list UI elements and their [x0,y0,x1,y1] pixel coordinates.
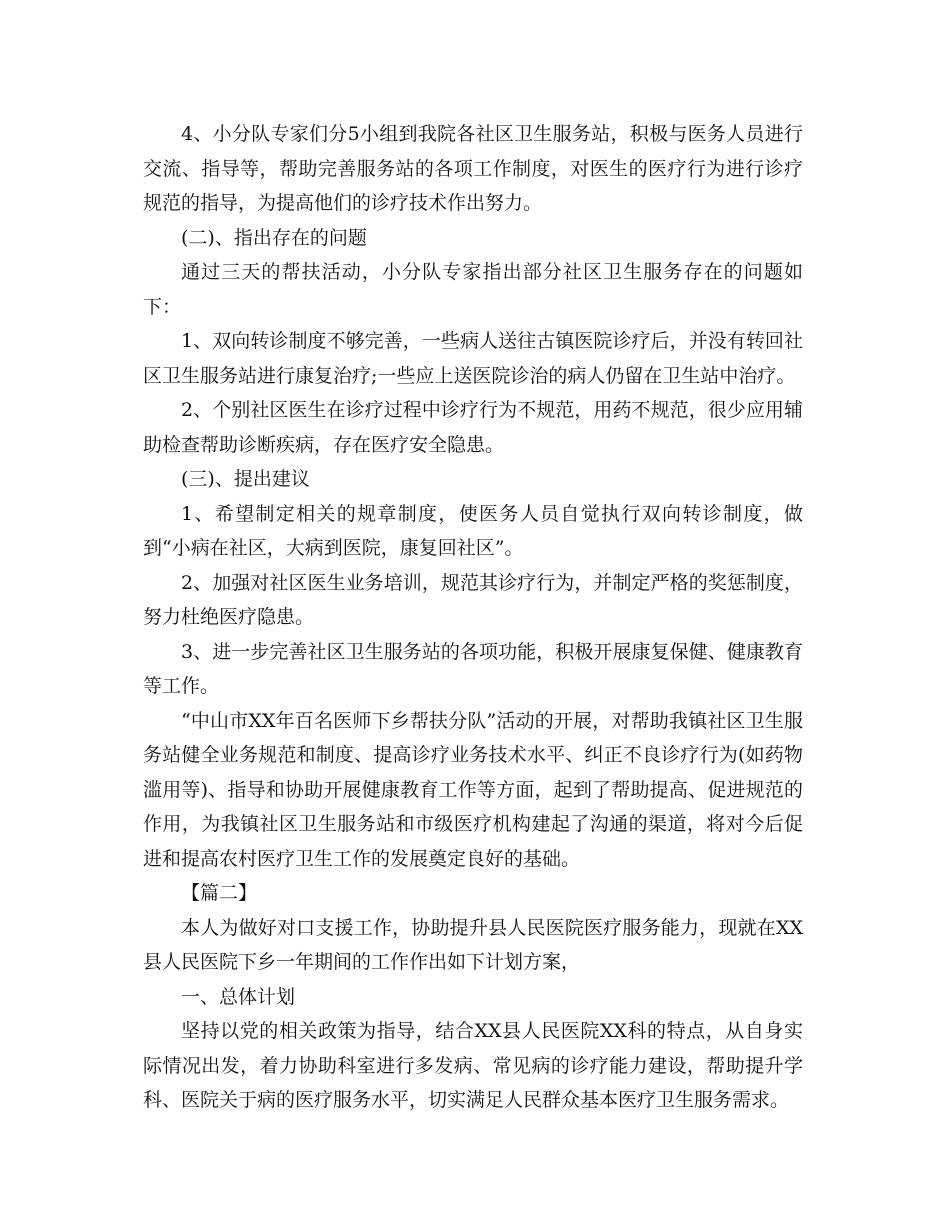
paragraph-part-two-intro: 本人为做好对口支援工作，协助提升县人民医院医疗服务能力，现就在XX县人民医院下乡一年期间的工作作出如下计划方案， [143,916,803,973]
paragraph-suggestion-1: 1、希望制定相关的规章制度，使医务人员自觉执行双向转诊制度，做到“小病在社区，大病到医院，康复回社区”。 [143,502,803,559]
section-heading-suggestions: (三)、提出建议 [181,468,310,490]
paragraph-suggestion-3: 3、进一步完善社区卫生服务站的各项功能，积极开展康复保健、健康教育等工作。 [143,640,803,697]
paragraph-suggestion-2: 2、加强对社区医生业务培训，规范其诊疗行为，并制定严格的奖惩制度，努力杜绝医疗隐患。 [143,571,803,628]
paragraph-overall-plan: 坚持以党的相关政策为指导，结合XX县人民医院XX科的特点，从自身实际情况出发，着力协助科室进行多发病、常见病的诊疗能力建设，帮助提升学科、医院关于病的医疗服务水平，切实满足人民群众基本医疗卫生服务需求。 [143,1020,803,1111]
section-heading-overall-plan: 一、总体计划 [181,985,296,1008]
paragraph-problem-2: 2、个别社区医生在诊疗过程中诊疗行为不规范，用药不规范，很少应用辅助检查帮助诊断疾病，存在医疗安全隐患。 [143,399,803,456]
paragraph-summary: “中山市XX年百名医师下乡帮扶分队”活动的开展，对帮助我镇社区卫生服务站健全业务规范和制度、提高诊疗业务技术水平、纠正不良诊疗行为(如药物滥用等)、指导和协助开展健康教育工作等方面，起到了帮助提高、促进规范的作用，为我镇社区卫生服务站和市级医疗机构建起了沟通的渠道，将对今后促进和提高农村医疗卫生工作的发展奠定良好的基础。 [143,709,803,870]
section-heading-problems: (二)、指出存在的问题 [181,226,367,249]
paragraph-intro-problems: 通过三天的帮扶活动，小分队专家指出部分社区卫生服务存在的问题如下： [143,261,803,318]
section-heading-part-two: 【篇二】 [181,882,258,904]
paragraph-item-4: 4、小分队专家们分5小组到我院各社区卫生服务站，积极与医务人员进行交流、指导等，帮助完善服务站的各项工作制度，对医生的医疗行为进行诊疗规范的指导，为提高他们的诊疗技术作出努力。 [143,123,803,214]
paragraph-problem-1: 1、双向转诊制度不够完善，一些病人送往古镇医院诊疗后，并没有转回社区卫生服务站进行康复治疗;一些应上送医院诊治的病人仍留在卫生站中治疗。 [143,330,803,387]
document-page [143,117,803,1118]
